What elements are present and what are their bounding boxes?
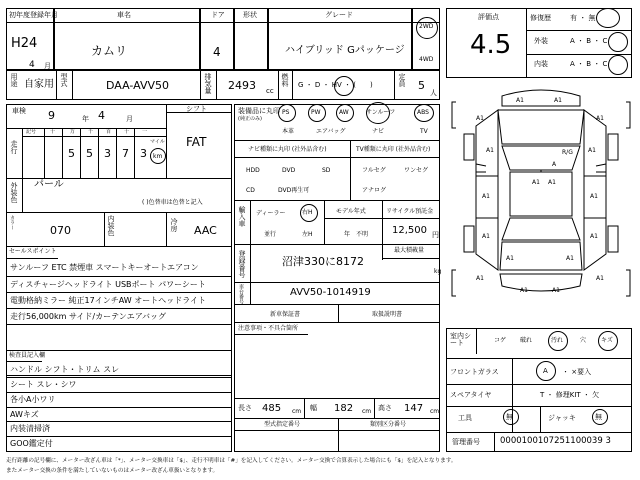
mark-a1-roof-right: A1 <box>548 179 556 186</box>
detail-line-4: 内装清掃済 <box>10 424 50 433</box>
displacement-label: 排気量 <box>204 73 212 94</box>
mileage-col-6: 一 <box>142 129 148 135</box>
glass-a: A <box>543 367 548 375</box>
load-label: 最大積載量 <box>394 247 425 254</box>
fuel-label: 燃料 <box>281 73 289 87</box>
detail-label: 検査員記入欄 <box>9 352 46 359</box>
footer-line-1: 走行距離の記号欄に、メーター改ざん車は「*」、メーター交換車は「$」、走行不明車は「#」を記入してください。メーター交換で合算表示した場合にも「$」を記入となります。 <box>6 458 457 464</box>
exterior-grade-label: 外装 <box>534 37 548 45</box>
import-right: 右H <box>302 209 313 216</box>
doors-cell <box>200 8 234 70</box>
load-unit: kg <box>434 268 442 275</box>
mark-a1-left-fender: A1 <box>486 147 494 154</box>
equip-aw: AW <box>339 109 349 116</box>
mark-a1-rear-left: A1 <box>476 275 484 282</box>
mark-a1-trunk-right: A1 <box>566 255 574 262</box>
mileage-col-3: 千 <box>88 129 94 135</box>
grade-cell <box>268 8 412 70</box>
tv-oneseg: ワンセグ <box>404 167 429 174</box>
equip-sunroof: サンルーフ <box>366 109 396 116</box>
mark-a1-front-bumper-right: A1 <box>554 97 562 104</box>
nav-cd: CD <box>246 187 255 194</box>
mark-a1-front-right: A1 <box>596 115 604 122</box>
mgmt-value: 0000100107251100039 3 <box>500 436 611 446</box>
drive-2wd: 2WD <box>419 23 434 30</box>
displacement-value: 2493 <box>228 79 256 92</box>
capacity-unit: 人 <box>430 89 437 97</box>
use-label: 用途 <box>10 73 18 87</box>
spare-label: スペアタイヤ <box>450 391 492 399</box>
mileage-label: 走行 <box>10 140 18 154</box>
spare-options: T ・ 修理KIT ・ 欠 <box>540 391 600 399</box>
mark-a1-trunk-left: A1 <box>506 255 514 262</box>
mileage-col-1: 十 <box>50 129 56 135</box>
inspection-year-unit: 年 <box>82 115 89 123</box>
mark-a1-left-door: A1 <box>482 193 490 200</box>
equip-airbag: エアバッグ <box>316 128 346 135</box>
ac-value: AAC <box>194 224 217 237</box>
seat-opt-burn: コゲ <box>494 337 507 344</box>
mileage-digit-0: 5 <box>68 147 75 160</box>
equip-navi: ナビ <box>372 128 385 135</box>
model-year-label: モデル年式 <box>336 208 366 215</box>
interior-grade-label: 内装 <box>534 60 548 68</box>
mileage-digit-4: 3 <box>140 147 147 160</box>
mileage-col-5: 十 <box>124 129 130 135</box>
equip-leather: 本革 <box>282 128 295 135</box>
mark-a1-rear-bumper-right: A1 <box>552 287 560 294</box>
fuel-options: G ・ D ・ HV ・ ( ) <box>298 81 373 89</box>
mark-a1-right-door: A1 <box>590 193 598 200</box>
tools-value: 無 <box>506 413 513 421</box>
detail-line-5: GOO鑑定付 <box>10 439 53 448</box>
detail-line-1: シート スレ・シワ <box>10 380 77 389</box>
color-code-label: カラー <box>9 215 15 230</box>
mark-a1-left-rear-door: A1 <box>482 233 490 240</box>
nav-label: ナビ種類に丸印 (社外品含む) <box>248 146 327 153</box>
recycle-value: 12,500 <box>392 225 427 236</box>
tv-fullseg: フルセグ <box>362 167 386 174</box>
interior-grade-options: A ・ B ・ C <box>570 60 608 68</box>
grade-label: グレード <box>325 11 353 19</box>
chassis-value: AVV50-1014919 <box>290 287 371 298</box>
sales-line-2: 電動格納ミラー 純正17インチAW オートヘッドライト <box>10 296 206 305</box>
mileage-unit-mile: マイル <box>150 139 165 145</box>
inspection-year: 9 <box>48 109 55 122</box>
registration-year: H24 <box>11 36 38 51</box>
drive-4wd: 4WD <box>419 56 434 63</box>
chassis-label: 車台番号 <box>238 284 244 304</box>
car-damage-diagram <box>446 80 636 320</box>
equip-ps: PS <box>282 109 290 116</box>
grade-value: ハイブリッド Gパッケージ <box>285 45 405 56</box>
tools-label: 工具 <box>458 414 472 422</box>
seat-opt-tear: 破れ <box>520 337 533 344</box>
use-value: 自家用 <box>24 79 54 90</box>
sales-line-0: サンルーフ ETC 禁煙車 スマートキーオートエアコン <box>10 263 199 272</box>
mgmt-label: 管理番号 <box>452 438 480 446</box>
import-dealer: ディーラー <box>256 210 286 217</box>
mileage-col-4: 百 <box>106 129 112 135</box>
class-spec-label: 類別区分番号 <box>370 421 407 428</box>
width-label: 幅 <box>310 404 317 412</box>
length-value: 485 <box>262 403 282 414</box>
exterior-grade-options: A ・ B ・ C <box>570 37 608 45</box>
glass-label: フロントガラス <box>450 368 499 376</box>
doors-label: ドア <box>211 11 225 19</box>
equipment-sub: (純正のみ) <box>238 116 262 122</box>
mark-a1-right-rear-door: A1 <box>590 233 598 240</box>
new-car-warranty: 新車保証書 <box>270 311 301 318</box>
width-unit: cm <box>362 408 372 415</box>
registration-label: 登録番号 <box>238 250 246 278</box>
equip-abs: ABS <box>417 109 429 116</box>
mileage-digit-2: 3 <box>104 147 111 160</box>
sales-line-1: ディスチャージヘッドライト USBポート パワーシート <box>10 280 206 289</box>
import-parallel: 並行 <box>264 231 277 238</box>
width-value: 182 <box>334 403 354 414</box>
interior-color-label: 内装色 <box>107 215 115 236</box>
equip-pw: PW <box>311 109 321 116</box>
mark-a1-front-bumper-left: A1 <box>516 97 524 104</box>
seat-opt-scratch: キズ <box>601 337 613 344</box>
mark-a1-roof-left: A1 <box>532 179 540 186</box>
ac-label: 冷房 <box>170 218 178 232</box>
exterior-note: ( )色替車は色替と記入 <box>142 199 203 206</box>
first-registration-label: 初年度登録年月 <box>9 11 58 19</box>
model-year-value: 年 不明 <box>344 231 369 238</box>
mileage-digit-3: 7 <box>122 147 129 160</box>
model-label: 型式 <box>60 73 68 87</box>
import-left: 左H <box>302 231 313 238</box>
equipment-label: 装備品に丸印 <box>238 107 280 115</box>
shape-label: 形状 <box>243 11 257 19</box>
length-unit: cm <box>292 408 302 415</box>
type-spec-label: 型式指定番号 <box>264 421 301 428</box>
nav-dvd: DVD <box>282 167 296 174</box>
height-label: 高さ <box>378 404 392 412</box>
jack-value: 無 <box>595 413 602 421</box>
mark-a1-rear-bumper-left: A1 <box>520 287 528 294</box>
mileage-col-0: 記号 <box>26 129 37 135</box>
capacity-label: 定員 <box>398 73 406 87</box>
detail-line-3: AWキズ <box>10 410 39 419</box>
nav-sd: SD <box>322 167 331 174</box>
height-value: 147 <box>404 403 424 414</box>
remarks-label: 注意事項・不具合箇所 <box>238 325 299 332</box>
length-label: 長さ <box>238 404 252 412</box>
nav-hdd: HDD <box>246 167 260 174</box>
registration-value: 沼津330に8172 <box>282 255 364 268</box>
height-unit: cm <box>430 408 440 415</box>
detail-line-2: 各小A小ワリ <box>10 395 56 404</box>
repair-label: 修復歴 <box>530 14 551 22</box>
mark-a1-rear-right: A1 <box>596 275 604 282</box>
interior-grade-circle <box>608 55 628 75</box>
mileage-unit-km: km <box>153 153 163 160</box>
exterior-label: 外装色 <box>10 182 18 203</box>
seat-opt-stain: 汚れ <box>551 337 564 344</box>
shape-cell <box>234 8 268 70</box>
registration-month: 4 <box>29 60 35 70</box>
owner-manual: 取扱説明書 <box>372 311 403 318</box>
mileage-digit-1: 5 <box>86 147 93 160</box>
inspection-month-unit: 月 <box>126 115 133 123</box>
capacity-value: 5 <box>418 79 425 92</box>
mark-a-windshield: A <box>552 161 557 168</box>
tv-label: TV種類に丸印 (社外品含む) <box>356 146 431 153</box>
car-name-value: カムリ <box>91 44 128 58</box>
mark-r-g-windshield: R/G <box>562 149 573 156</box>
seat-opt-hole: 穴 <box>580 337 587 344</box>
mileage-col-2: 万 <box>70 129 76 135</box>
score-label: 評価点 <box>478 13 499 21</box>
car-name-cell <box>54 8 200 70</box>
exterior-value: パール <box>34 179 64 190</box>
shift-label: シフト <box>186 105 207 113</box>
recycle-unit: 円 <box>432 231 439 239</box>
import-label: 輸入車 <box>238 206 246 227</box>
repair-selected-circle <box>596 8 620 28</box>
mark-a1-right-fender: A1 <box>588 147 596 154</box>
first-registration-cell <box>6 8 58 70</box>
color-code-value: 070 <box>50 224 71 237</box>
detail-line-0: ハンドル シフト・トリム スレ <box>10 365 120 374</box>
exterior-grade-circle <box>608 32 628 52</box>
equip-tv: TV <box>420 128 428 135</box>
fuel-selected-circle <box>334 76 354 96</box>
mark-a1-front-left: A1 <box>476 115 484 122</box>
tv-analog: アナログ <box>362 187 387 194</box>
repair-options: 有 ・ 無 <box>570 14 596 22</box>
car-name-label: 車名 <box>117 11 131 19</box>
nav-dvd-play: DVD再生可 <box>278 187 310 194</box>
shift-value: FAT <box>186 135 207 149</box>
footer-line-2: またメーター交換の条件を満たしていないものはメーター改ざん車扱いとなります。 <box>6 468 219 474</box>
sales-points-label: セールスポイント <box>9 248 57 255</box>
inspection-month: 4 <box>98 109 105 122</box>
sales-line-3: 走行56,000km サイド/カーテンエアバッグ <box>10 312 167 321</box>
doors-value: 4 <box>213 45 221 59</box>
jack-label: ジャッキ <box>548 414 576 422</box>
score-value: 4.5 <box>470 30 512 60</box>
model-value: DAA-AVV50 <box>106 79 169 92</box>
glass-rest: ・ ×要入 <box>562 368 592 376</box>
displacement-unit: cc <box>266 87 274 95</box>
drive-cell <box>412 8 440 70</box>
inspection-label: 車検 <box>12 107 26 115</box>
month-unit: 月 <box>44 62 51 70</box>
recycle-label: リサイクル預託金 <box>386 208 434 215</box>
seat-label: 室内シート <box>450 332 471 347</box>
